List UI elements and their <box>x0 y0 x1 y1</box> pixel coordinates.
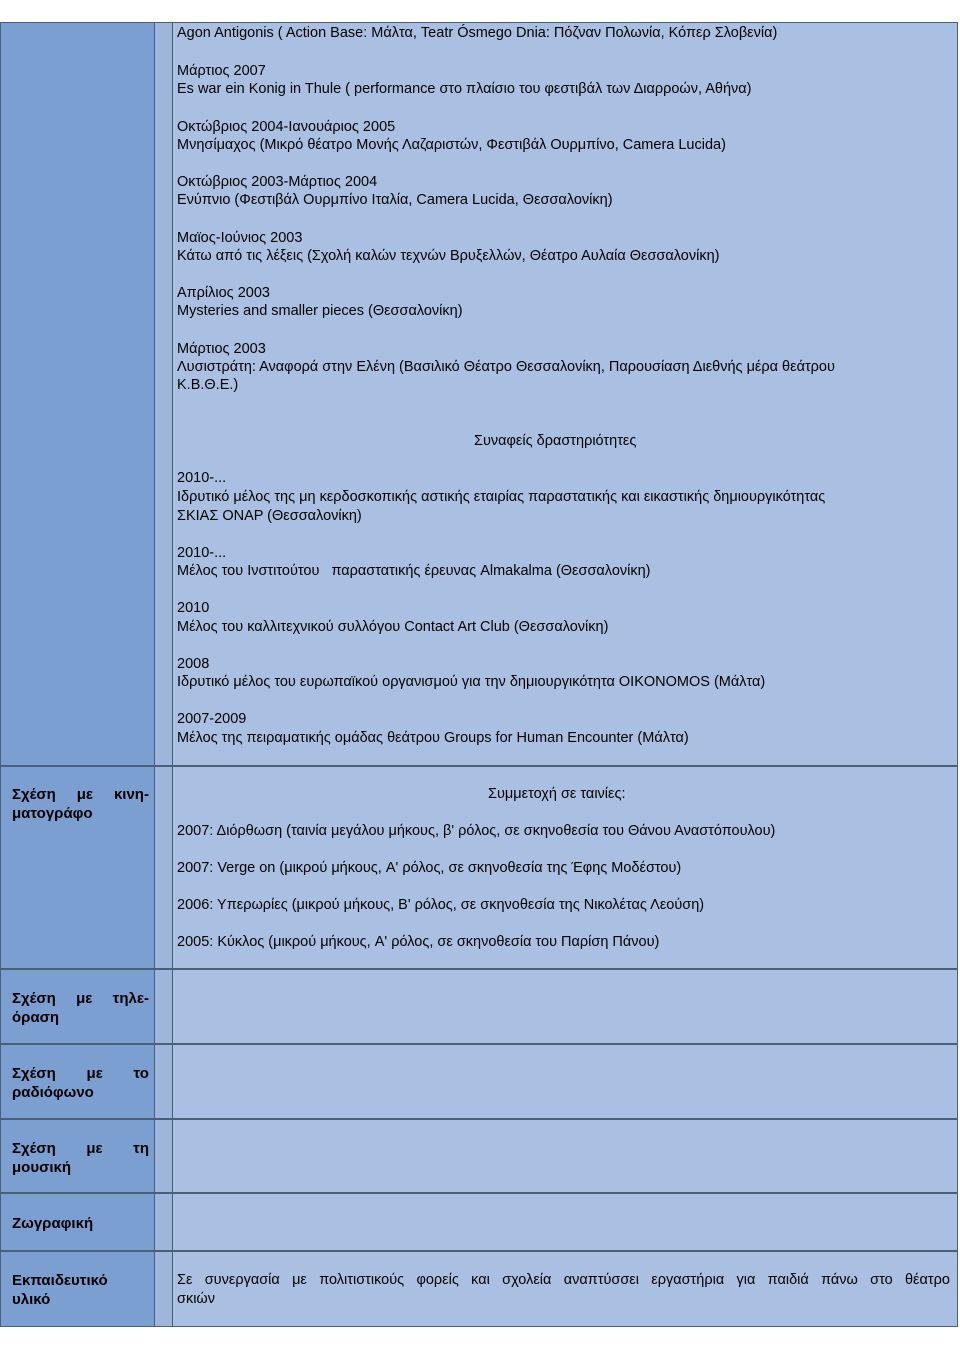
text-word: παιδιά <box>767 1272 809 1288</box>
text-word: στο <box>870 1272 893 1288</box>
label-line2: ραδιόφωνο <box>12 1084 94 1101</box>
label-word: τη <box>133 1140 149 1157</box>
education-label <box>12 1271 108 1309</box>
row-tv-spacer <box>155 969 172 1044</box>
row-tv-content-cell <box>172 969 958 1044</box>
text-word: θέατρο <box>904 1272 950 1288</box>
row-education-spacer <box>155 1251 172 1327</box>
performance-date: Απρίλιος 2003 <box>177 285 270 301</box>
label-line2: ματογράφο <box>12 805 93 822</box>
row-theatre-spacer <box>155 22 172 766</box>
music-label <box>12 1139 149 1177</box>
text-word: και <box>471 1272 490 1288</box>
performance-title: Ενύπνιο (Φεστιβάλ Ουρμπίνο Ιταλία, Camera Lucida, Θεσσαλονίκη) <box>177 192 613 208</box>
label-word: Σχέση <box>12 786 56 803</box>
label-word: Σχέση <box>12 990 56 1007</box>
text-word: αναπτύσσει <box>563 1272 639 1288</box>
text-word: για <box>736 1272 756 1288</box>
related-description: Μέλος της πειραματικής ομάδας θεάτρου Groups for Human Encounter (Μάλτα) <box>177 730 689 746</box>
label-word: με <box>86 1065 103 1082</box>
performance-title: Μνησίμαχος (Μικρό θέατρο Μονής Λαζαριστών, Φεστιβάλ Ουρμπίνο, Camera Lucida) <box>177 137 726 153</box>
label-word: με <box>76 990 93 1007</box>
row-radio-content-cell <box>172 1044 958 1119</box>
related-date: 2010-... <box>177 470 227 486</box>
row-music-spacer <box>155 1119 172 1193</box>
label-word: το <box>133 1065 149 1082</box>
performance-title-cont: Κ.Β.Θ.Ε.) <box>177 377 239 393</box>
painting-label: Ζωγραφική <box>12 1215 94 1232</box>
related-date: 2007-2009 <box>177 711 247 727</box>
related-date: 2010-... <box>177 545 227 561</box>
label-word: Σχέση <box>12 1065 56 1082</box>
film-entry: 2007: Verge on (μικρού μήκους, A' ρόλος, σε σκηνοθεσία της Έφης Μοδέστου) <box>177 860 682 876</box>
label-word: Σχέση <box>12 1140 56 1157</box>
related-description-cont: ΣΚΙΑΣ ΟΝΑΡ (Θεσσαλονίκη) <box>177 508 362 524</box>
row-theatre-label-cell <box>0 22 155 766</box>
label-word: με <box>76 786 94 803</box>
films-heading: Συμμετοχή σε ταινίες: <box>488 786 626 802</box>
label-word: κινη- <box>113 786 149 803</box>
label-word: τηλε- <box>112 990 149 1007</box>
performance-date: Μάρτιος 2007 <box>177 63 266 79</box>
performance-date: Μαϊος-Ιούνιος 2003 <box>177 230 303 246</box>
related-description: Ιδρυτικό μέλος του ευρωπαϊκού οργανισμού για την δημιουργικότητα OIKONOMOS (Μάλτα) <box>177 674 766 690</box>
film-entry: 2005: Κύκλος (μικρού μήκους, A' ρόλος, σε σκηνοθεσία του Παρίση Πάνου) <box>177 934 660 950</box>
performance-title: Κάτω από τις λέξεις (Σχολή καλών τεχνών Βρυξελλών, Θέατρο Αυλαία Θεσσαλονίκη) <box>177 248 720 264</box>
film-entry: 2007: Διόρθωση (ταινία μεγάλου μήκους, β' ρόλος, σε σκηνοθεσία του Θάνου Αναστόπουλου) <box>177 823 776 839</box>
label-line2: όραση <box>12 1009 60 1026</box>
related-activities-heading: Συναφείς δραστηριότητες <box>474 433 637 449</box>
text-word: με <box>292 1272 307 1288</box>
row-painting-content-cell <box>172 1193 958 1251</box>
text-word: εργαστήρια <box>651 1272 725 1288</box>
performance-date: Μάρτιος 2003 <box>177 341 266 357</box>
performance-title: Mysteries and smaller pieces (Θεσσαλονίκη) <box>177 303 463 319</box>
performance-date: Οκτώβριος 2004-Ιανουάριος 2005 <box>177 119 396 135</box>
related-description: Μέλος του Ινστιτούτου παραστατικής έρευνας Almakalma (Θεσσαλονίκη) <box>177 563 651 579</box>
related-date: 2008 <box>177 656 210 672</box>
performance-title: Es war ein Konig in Thule ( performance στο πλαίσιο του φεστιβάλ των Διαρροών, Αθήνα) <box>177 81 752 97</box>
text-word: πάνω <box>821 1272 858 1288</box>
performance-date: Οκτώβριος 2003-Μάρτιος 2004 <box>177 174 378 190</box>
radio-label <box>12 1064 149 1102</box>
label-line2: υλικό <box>12 1291 51 1308</box>
performance-entry: Agon Antigonis ( Action Base: Μάλτα, Teatr Ósmego Dnia: Πόζναν Πολωνία, Κόπερ Σλοβενία) <box>177 25 778 41</box>
text-word: πολιτιστικούς <box>319 1272 405 1288</box>
related-date: 2010 <box>177 600 210 616</box>
tv-label <box>12 989 149 1027</box>
cinema-label <box>12 785 149 823</box>
related-description: Μέλος του καλλιτεχνικού συλλόγου Contact Art Club (Θεσσαλονίκη) <box>177 619 609 635</box>
label-line1: Εκπαιδευτικό <box>12 1272 108 1289</box>
label-word: με <box>86 1140 103 1157</box>
performance-title: Λυσιστράτη: Αναφορά στην Ελένη (Βασιλικό Θέατρο Θεσσαλονίκη, Παρουσίαση Διεθνής μέρα θεάτρου <box>177 359 835 375</box>
text-word: σχολεία <box>502 1272 552 1288</box>
education-text <box>177 1271 950 1290</box>
related-description: Ιδρυτικό μέλος της μη κερδοσκοπικής αστικής εταιρίας παραστατικής και εικαστικής δημιουργικότητας <box>177 489 826 505</box>
row-radio-spacer <box>155 1044 172 1119</box>
row-music-content-cell <box>172 1119 958 1193</box>
text-word: συνεργασία <box>204 1272 280 1288</box>
education-text-line2: σκιών <box>177 1291 215 1307</box>
text-word: Σε <box>177 1272 193 1288</box>
row-cinema-spacer <box>155 766 172 969</box>
row-painting-spacer <box>155 1193 172 1251</box>
text-word: φορείς <box>416 1272 459 1288</box>
label-line2: μουσική <box>12 1159 72 1176</box>
film-entry: 2006: Υπερωρίες (μικρού μήκους, B' ρόλος, σε σκηνοθεσία της Νικολέτας Λεούση) <box>177 897 705 913</box>
